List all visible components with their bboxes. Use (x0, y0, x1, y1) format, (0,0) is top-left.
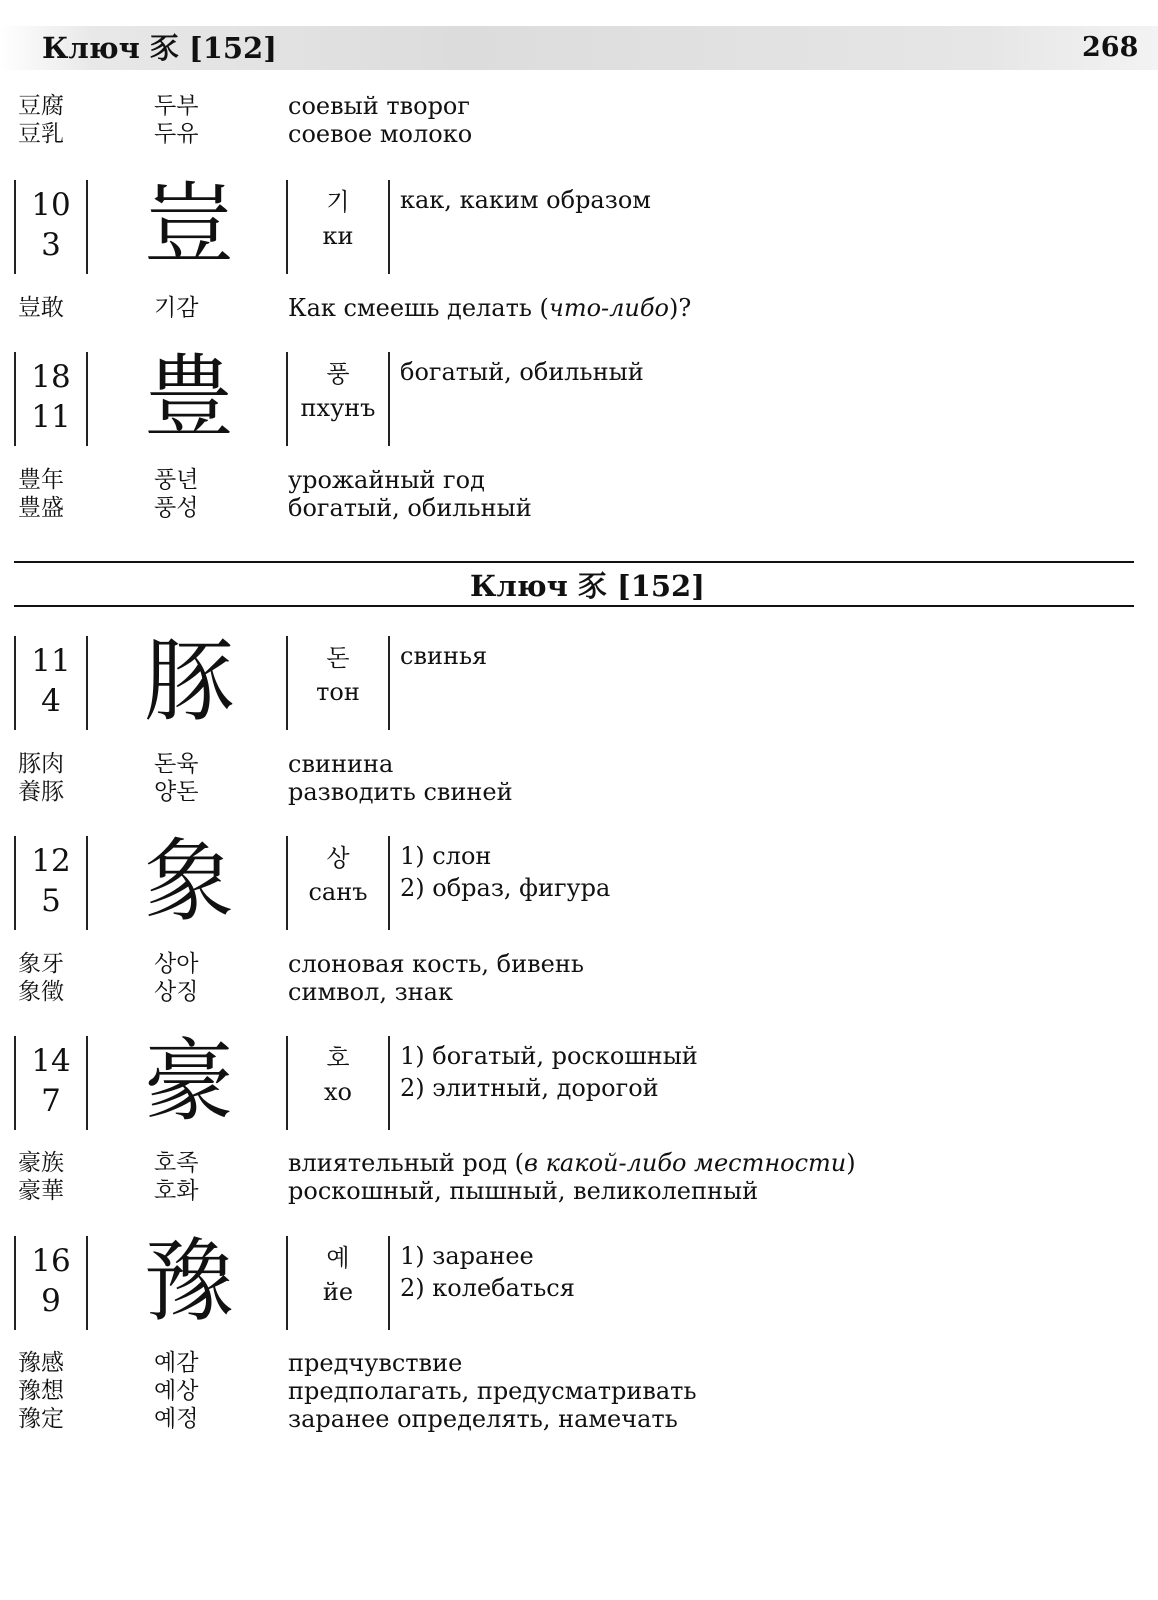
compound-hanja: 豫想 (18, 1378, 64, 1404)
meaning-list (400, 840, 610, 904)
compound-korean: 양돈 (154, 779, 199, 805)
compound-meaning: свинина (288, 750, 394, 778)
stroke-count-box (14, 352, 88, 446)
compound-hanja: 豫感 (18, 1350, 64, 1376)
compound-meaning: роскошный, пышный, великолепный (288, 1177, 759, 1205)
compound-row (18, 1405, 1148, 1433)
compound-korean: 기감 (154, 295, 199, 321)
meaning-list (400, 356, 644, 388)
headword-character: 豫 (144, 1229, 234, 1334)
headword-character: 豊 (144, 345, 234, 450)
compound-list (18, 92, 1148, 148)
page-number: 268 (1082, 32, 1139, 63)
compound-hanja: 豊年 (18, 467, 64, 493)
compound-meaning: Как смеешь делать (что-либо)? (288, 294, 692, 322)
compound-row (18, 778, 1148, 806)
meaning-line: 1) заранее (400, 1242, 534, 1270)
compound-meaning: богатый, обильный (288, 494, 532, 522)
character-entry (14, 1229, 1144, 1334)
compound-korean: 호족 (154, 1150, 199, 1176)
meaning-line: свинья (400, 642, 488, 670)
meaning-line: 1) слон (400, 842, 492, 870)
compound-row (18, 1349, 1148, 1377)
compound-row (18, 1149, 1148, 1177)
stroke-total: 16 (31, 1243, 71, 1279)
meaning-line: 2) элитный, дорогой (400, 1074, 659, 1102)
compound-meaning: предчувствие (288, 1349, 463, 1377)
compound-meaning: символ, знак (288, 978, 453, 1006)
stroke-extra: 5 (41, 883, 61, 919)
reading-russian: санъ (308, 878, 368, 906)
reading-korean: 돈 (326, 644, 350, 672)
stroke-total: 10 (31, 187, 71, 223)
meaning-line: богатый, обильный (400, 358, 644, 386)
section-title: Ключ 豕 [152] (470, 569, 705, 603)
headword-character: 豚 (144, 629, 234, 734)
compound-list (18, 466, 1148, 522)
compound-row (18, 494, 1148, 522)
compound-row (18, 950, 1148, 978)
compound-hanja: 豆腐 (18, 93, 64, 119)
compound-hanja: 豪華 (18, 1178, 64, 1204)
compound-korean: 상징 (154, 979, 199, 1005)
reading-korean: 예 (326, 1244, 350, 1272)
reading-korean: 호 (326, 1044, 350, 1072)
compound-hanja: 豚肉 (18, 751, 64, 777)
compound-list (18, 294, 1148, 322)
stroke-total: 12 (31, 843, 71, 879)
reading-korean: 풍 (326, 360, 350, 388)
compound-meaning: урожайный год (288, 466, 485, 494)
meaning-line: как, каким образом (400, 186, 651, 214)
compound-row (18, 750, 1148, 778)
stroke-count-box (14, 1236, 88, 1330)
compound-meaning: соевый творог (288, 92, 470, 120)
compound-korean: 예감 (154, 1350, 199, 1376)
reading-box (286, 1036, 390, 1130)
reading-korean: 기 (326, 188, 350, 216)
compound-hanja: 豫定 (18, 1406, 64, 1432)
section-rule-bottom (14, 605, 1134, 607)
compound-korean: 두유 (154, 121, 199, 147)
meaning-list (400, 640, 487, 672)
compound-hanja: 養豚 (18, 779, 64, 805)
character-entry (14, 629, 1144, 734)
compound-hanja: 豊盛 (18, 495, 64, 521)
compound-row (18, 466, 1148, 494)
compound-row (18, 294, 1148, 322)
reading-box (286, 1236, 390, 1330)
compound-meaning: предполагать, предусматривать (288, 1377, 697, 1405)
compound-korean: 예상 (154, 1378, 199, 1404)
stroke-extra: 4 (41, 683, 61, 719)
compound-list (18, 750, 1148, 806)
meaning-line: 2) колебаться (400, 1274, 575, 1302)
character-entry (14, 345, 1144, 450)
reading-korean: 상 (326, 844, 350, 872)
stroke-total: 14 (31, 1043, 71, 1079)
reading-russian: тон (316, 678, 360, 706)
reading-box (286, 180, 390, 274)
stroke-total: 18 (31, 359, 71, 395)
headword-character: 象 (144, 829, 234, 934)
compound-korean: 상아 (154, 951, 199, 977)
headword-character: 豈 (144, 173, 234, 278)
stroke-count-box (14, 1036, 88, 1130)
compound-list (18, 1149, 1148, 1205)
compound-hanja: 象牙 (18, 951, 64, 977)
compound-korean: 풍년 (154, 467, 199, 493)
headword-character: 豪 (144, 1029, 234, 1134)
compound-hanja: 豪族 (18, 1150, 64, 1176)
compound-meaning: влиятельный род (в какой-либо местности) (288, 1149, 856, 1177)
reading-russian: йе (322, 1278, 354, 1306)
reading-box (286, 352, 390, 446)
compound-korean: 두부 (154, 93, 199, 119)
compound-row (18, 1177, 1148, 1205)
compound-row (18, 978, 1148, 1006)
compound-meaning: заранее определять, намечать (288, 1405, 678, 1433)
compound-hanja: 豈敢 (18, 295, 64, 321)
meaning-list (400, 1040, 698, 1104)
stroke-count-box (14, 636, 88, 730)
compound-meaning: разводить свиней (288, 778, 513, 806)
compound-korean: 호화 (154, 1178, 199, 1204)
character-entry (14, 1029, 1144, 1134)
stroke-extra: 3 (41, 227, 61, 263)
compound-row (18, 1377, 1148, 1405)
compound-korean: 예정 (154, 1406, 199, 1432)
compound-hanja: 豆乳 (18, 121, 64, 147)
reading-box (286, 836, 390, 930)
stroke-extra: 11 (31, 399, 71, 435)
compound-row (18, 120, 1148, 148)
compound-row (18, 92, 1148, 120)
compound-list (18, 1349, 1148, 1433)
stroke-count-box (14, 836, 88, 930)
running-title: Ключ 豕 [152] (42, 31, 277, 65)
compound-hanja: 象徵 (18, 979, 64, 1005)
compound-meaning: соевое молоко (288, 120, 473, 148)
section-rule-top (14, 561, 1134, 563)
reading-russian: хо (324, 1078, 352, 1106)
meaning-line: 2) образ, фигура (400, 874, 611, 902)
compound-korean: 풍성 (154, 495, 199, 521)
meaning-list (400, 1240, 575, 1304)
reading-russian: ки (322, 222, 354, 250)
stroke-count-box (14, 180, 88, 274)
compound-list (18, 950, 1148, 1006)
compound-korean: 돈육 (154, 751, 199, 777)
compound-meaning: слоновая кость, бивень (288, 950, 584, 978)
reading-russian: пхунъ (300, 394, 376, 422)
stroke-extra: 7 (41, 1083, 61, 1119)
reading-box (286, 636, 390, 730)
character-entry (14, 829, 1144, 934)
meaning-line: 1) богатый, роскошный (400, 1042, 698, 1070)
stroke-total: 11 (31, 643, 71, 679)
character-entry (14, 173, 1144, 278)
stroke-extra: 9 (41, 1283, 61, 1319)
meaning-list (400, 184, 651, 216)
